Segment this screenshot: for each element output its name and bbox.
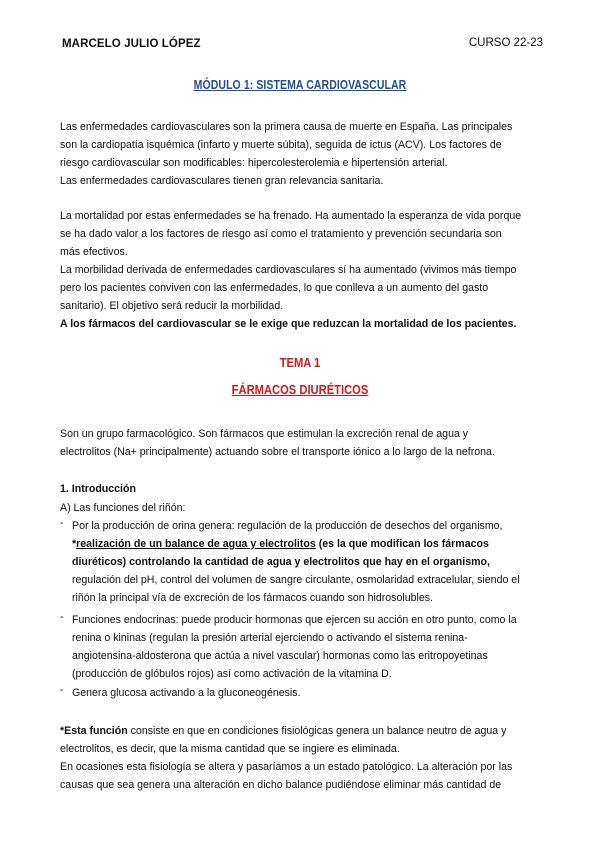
list-item-endocrine	[72, 611, 543, 683]
text-line: renina o kininas (regulan la presión arterial ejerciendo o activando el sistema renina-	[72, 632, 468, 644]
list-item-renal-functions	[72, 517, 543, 607]
list-dash: -	[60, 611, 64, 623]
text-line: Por la producción de orina genera: regulación de la producción de desechos del organismo,	[72, 520, 503, 532]
intro-bold-statement: A los fármacos del cardiovascular se le exige que reduzcan la mortalidad de los pacientes.	[60, 318, 517, 330]
list-dash: -	[60, 684, 64, 696]
bold-continuation: (es la que modifican los fármacos	[315, 538, 489, 550]
bold-lead: *Esta función	[60, 725, 128, 737]
asterisk: *	[72, 538, 77, 550]
text-line: La mortalidad por estas enfermedades se ha frenado. Ha aumentado la esperanza de vida porque	[60, 210, 522, 222]
definition-paragraph	[60, 425, 544, 461]
closing-paragraph	[60, 722, 544, 794]
text-line	[60, 722, 544, 740]
text-line: (producción de glóbulos rojos) así como activación de la vitamina D.	[72, 668, 392, 680]
text-line: causas que sea genera una alteración en dicho balance pudiéndose eliminar más cantidad de	[60, 779, 502, 791]
text-line: pero los pacientes conviven con las enfermedades, lo que conlleva a un aumento del gasto	[60, 282, 489, 294]
list-dash: -	[60, 517, 64, 529]
text-line: La morbilidad derivada de enfermedades cardiovasculares sí ha aumentado (vivimos más tiempo	[60, 264, 517, 276]
text-line: En ocasiones esta fisiología se altera y pasaríamos a un estado patológico. La alteración por las	[60, 761, 513, 773]
text-line: riñón la principal vía de excreción de los fármacos cuando son hidrosolubles.	[72, 592, 433, 604]
text-line: son la cardiopatía isquémica (infarto y muerte súbita), seguida de ictus (ACV). Los factores de	[60, 139, 502, 151]
text-line: electrolitos, es decir, que la misma cantidad que se ingiere es eliminada.	[60, 743, 400, 755]
text-line	[72, 535, 543, 553]
intro-paragraph-1	[60, 118, 544, 190]
intro-paragraph-2	[60, 207, 544, 315]
text-line: se ha dado valor a los factores de riesgo así como el tratamiento y prevención secundaria son	[60, 228, 502, 240]
text-line: más efectivos.	[60, 246, 128, 258]
text-line: Las enfermedades cardiovasculares son la primera causa de muerte en España. Las principales	[60, 121, 513, 133]
text-line: regulación del pH, control del volumen de sangre circulante, osmolaridad extracelular, siendo el	[72, 574, 520, 586]
text-line: sanitario). El objetivo será reducir la morbilidad.	[60, 300, 284, 312]
text-line: Son un grupo farmacológico. Son fármacos que estimulan la excreción renal de agua y	[60, 428, 469, 440]
text-line: diuréticos) controlando la cantidad de agua y electrolitos que hay en el organismo,	[72, 556, 490, 568]
text-line: Las enfermedades cardiovasculares tienen gran relevancia sanitaria.	[60, 175, 384, 187]
text-continuation: consiste en que en condiciones fisiológicas genera un balance neutro de agua y	[127, 725, 507, 737]
section-heading: 1. Introducción	[60, 483, 136, 495]
list-item-glucose: Genera glucosa activando a la gluconeogénesis.	[72, 687, 301, 699]
underlined-phrase: realización de un balance de agua y electrolitos	[76, 538, 316, 550]
text-line: Funciones endocrinas: puede producir hormonas que ejercen su acción en otro punto, como la	[72, 614, 517, 626]
text-line: electrolitos (Na+ principalmente) actuando sobre el transporte iónico a lo largo de la nefrona.	[60, 446, 495, 458]
tema-title: FÁRMACOS DIURÉTICOS	[231, 382, 369, 397]
module-title: MÓDULO 1: SISTEMA CARDIOVASCULAR	[193, 78, 407, 92]
tema-number: TEMA 1	[279, 355, 321, 370]
text-line: angiotensina-aldosterona que actúa a nivel vascular) hormonas como las eritropoyetinas	[72, 650, 488, 662]
course-label: CURSO 22-23	[468, 37, 543, 49]
subsection-a: A) Las funciones del riñón:	[60, 502, 186, 514]
author-name: MARCELO JULIO LÓPEZ	[62, 38, 201, 50]
text-line: riesgo cardiovascular son modificables: hipercolesterolemia e hipertensión arterial.	[60, 157, 448, 169]
